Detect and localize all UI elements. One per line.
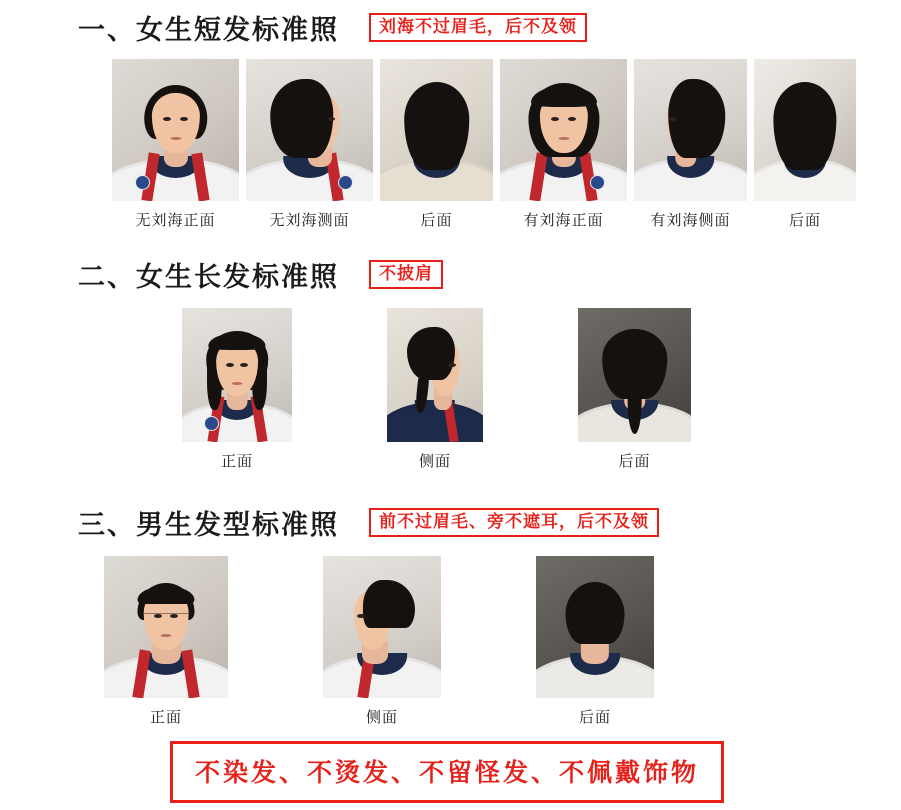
- mouth: [161, 634, 172, 637]
- photo-male-front: [104, 556, 228, 698]
- photo-male-side: [323, 556, 441, 698]
- section-1-photo-row: [0, 59, 901, 230]
- photo-caption: 侧面: [365, 708, 398, 726]
- section-2-photo-row: [0, 308, 901, 471]
- photo-cell: [380, 59, 493, 230]
- eye: [226, 363, 234, 367]
- uniform-shoulders: [387, 402, 483, 442]
- photo-caption: 无刘海正面: [135, 211, 216, 229]
- photo-cell: [182, 308, 292, 471]
- photo-caption: 后面: [420, 211, 453, 229]
- section-2-note: 不披肩: [369, 260, 443, 290]
- section-1-heading-row: [0, 8, 901, 47]
- footer-note-box: [170, 741, 724, 803]
- photo-long-back: [578, 308, 691, 442]
- hair-shape: [566, 582, 625, 644]
- photo-side-no-bangs: [246, 59, 373, 201]
- photo-back-bob: [380, 59, 493, 201]
- hair-shape: [404, 82, 470, 170]
- photo-cell: [500, 59, 627, 230]
- section-boys-hair: [0, 503, 901, 727]
- photo-caption: 后面: [578, 708, 611, 726]
- section-2-title: 二、女生长发标准照: [78, 262, 339, 293]
- eye: [240, 363, 248, 367]
- photo-cell: [536, 556, 654, 727]
- photo-caption: 正面: [220, 452, 253, 470]
- photo-cell: [754, 59, 856, 230]
- photo-cell: [634, 59, 747, 230]
- uniform-badge: [590, 175, 605, 190]
- uniform-badge: [135, 175, 150, 190]
- section-3-note: 前不过眉毛、旁不遮耳，后不及领: [369, 508, 659, 538]
- photo-caption: 有刘海侧面: [650, 211, 731, 229]
- photo-long-side: [387, 308, 483, 442]
- hair-shape: [773, 82, 836, 170]
- section-3-title: 三、男生发型标准照: [78, 510, 339, 541]
- uniform-shoulders: [246, 158, 373, 201]
- photo-cell: [104, 556, 228, 727]
- ponytail: [627, 367, 642, 434]
- section-3-photo-row: [0, 556, 901, 727]
- glasses: [140, 613, 192, 627]
- photo-caption: 后面: [788, 211, 821, 229]
- photo-front-bangs: [500, 59, 627, 201]
- mouth: [170, 137, 181, 140]
- section-3-heading-row: [0, 503, 901, 542]
- photo-cell: [323, 556, 441, 727]
- section-girls-long-hair: [0, 255, 901, 471]
- photo-long-front: [182, 308, 292, 442]
- photo-front-no-bangs: [112, 59, 239, 201]
- footer-note-text: 不染发、不烫发、不留怪发、不佩戴饰物: [195, 758, 700, 787]
- mouth: [558, 137, 569, 140]
- photo-cell: [387, 308, 483, 471]
- hair-shape: [407, 327, 455, 381]
- section-1-title: 一、女生短发标准照: [78, 15, 339, 46]
- eye: [448, 363, 456, 367]
- photo-cell: [578, 308, 691, 471]
- photo-male-back: [536, 556, 654, 698]
- photo-caption: 后面: [618, 452, 651, 470]
- section-girls-short-hair: [0, 8, 901, 230]
- photo-cell: [112, 59, 239, 230]
- photo-caption: 正面: [149, 708, 182, 726]
- uniform-badge: [338, 175, 353, 190]
- mouth: [232, 382, 243, 385]
- section-2-heading-row: [0, 255, 901, 294]
- hair-shape: [270, 79, 334, 159]
- neck: [581, 641, 609, 664]
- photo-caption: 无刘海测面: [269, 211, 350, 229]
- photo-side-bangs: [634, 59, 747, 201]
- photo-cell: [246, 59, 373, 230]
- photo-caption: 侧面: [418, 452, 451, 470]
- hair-shape: [669, 79, 726, 159]
- photo-caption: 有刘海正面: [523, 211, 604, 229]
- section-1-note: 刘海不过眉毛，后不及领: [369, 13, 587, 43]
- photo-back-bob-2: [754, 59, 856, 201]
